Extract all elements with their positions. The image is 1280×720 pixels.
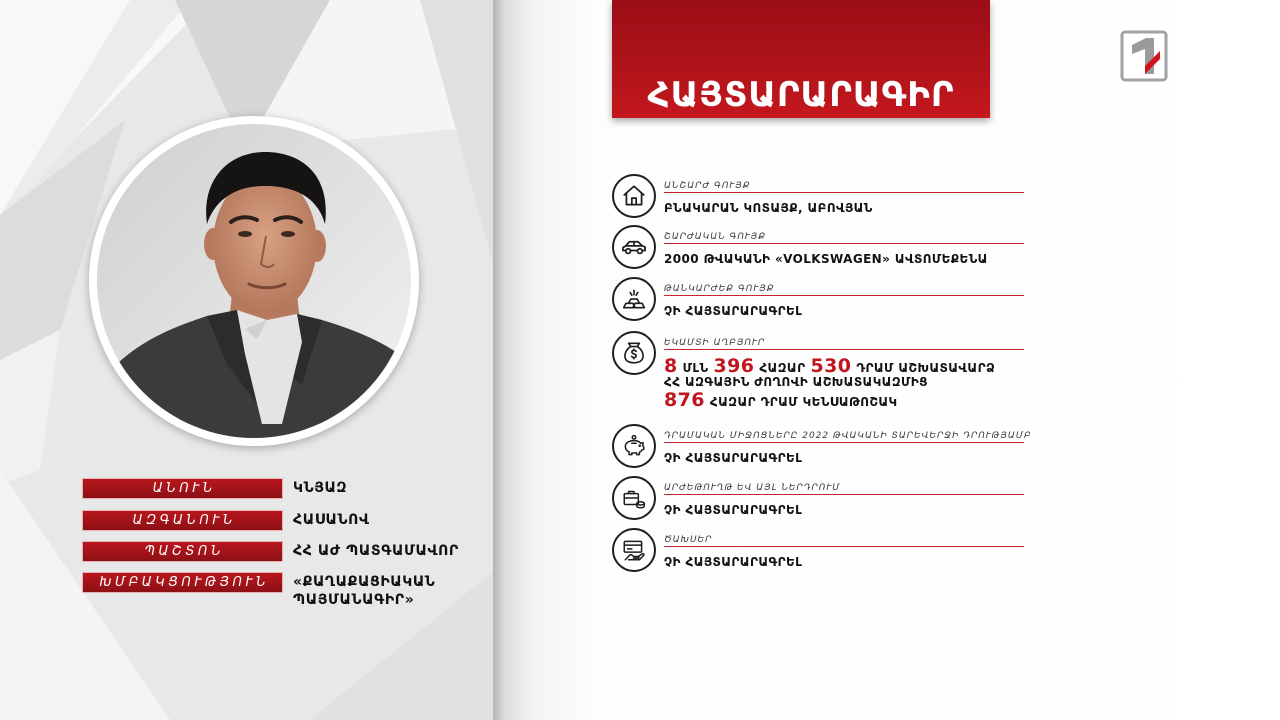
money-bag-icon <box>612 331 656 375</box>
faction-line-1: «ՔԱՂԱՔԱՑԻԱԿԱՆ <box>293 574 436 590</box>
channel-1-logo-icon <box>1120 30 1168 82</box>
pension-thousands: 876 <box>664 389 705 411</box>
salary-text: ԴՐԱՄ ԱՇԽԱՏԱՎԱՐՁ <box>856 361 996 375</box>
title-banner <box>612 0 990 118</box>
car-icon <box>612 225 656 269</box>
salary-units: 530 <box>810 355 852 377</box>
item-label: ԱՆՇԱՐԺ ԳՈՒՅՔ <box>664 174 1024 193</box>
piggy-bank-icon <box>612 424 656 468</box>
field-faction <box>82 572 492 608</box>
faction-line-2: ՊԱՅՄԱՆԱԳԻՐ» <box>293 592 415 608</box>
field-position <box>82 541 492 563</box>
declaration-item-real-estate <box>612 174 1082 218</box>
item-text <box>664 277 1074 318</box>
field-value-name: ԿՆՅԱԶ <box>293 480 348 496</box>
item-label: ԴՐԱՄԱԿԱՆ ՄԻՋՈՑՆԵՐԸ 2022 ԹՎԱԿԱՆԻ ՏԱՐԵՎԵՐՋԻ ԴՐՈՒԹՅԱՄԲ <box>664 424 1024 443</box>
income-salary-line <box>664 355 1074 377</box>
field-surname <box>82 510 492 532</box>
item-label: ՇԱՐԺԱԿԱՆ ԳՈՒՅՔ <box>664 225 1024 244</box>
declaration-item-movable-property <box>612 225 1082 269</box>
field-name <box>82 478 492 500</box>
item-text <box>664 424 1074 465</box>
thousands-unit: ՀԱԶԱՐ <box>759 361 806 375</box>
income-source-line <box>664 374 1074 390</box>
field-label-position: ՊԱՇՏՈՆ <box>82 541 283 562</box>
item-text <box>664 528 1074 569</box>
field-value-surname: ՀԱՍԱՆՈՎ <box>293 512 370 528</box>
salary-millions: 8 <box>664 355 678 377</box>
income-pension-line <box>664 390 1074 410</box>
portrait-photo <box>89 116 419 446</box>
declaration-item-valuables <box>612 277 1082 321</box>
declaration-item-securities <box>612 476 1082 520</box>
gold-bars-icon <box>612 277 656 321</box>
item-value: ՉԻ ՀԱՅՏԱՐԱՐԱԳՐԵԼ <box>664 304 803 318</box>
item-value: 2000 ԹՎԱԿԱՆԻ «VOLKSWAGEN» ԱՎՏՈՄԵՔԵՆԱ <box>664 252 988 266</box>
field-value-position: ՀՀ ԱԺ ՊԱՏԳԱՄԱՎՈՐ <box>293 543 459 559</box>
field-label-faction: ԽՄԲԱԿՑՈՒԹՅՈՒՆ <box>82 572 283 593</box>
house-icon <box>612 174 656 218</box>
page-title: ՀԱՅՏԱՐԱՐԱԳԻՐ <box>647 75 955 115</box>
declaration-item-expenses <box>612 528 1082 572</box>
salary-thousands: 396 <box>713 355 755 377</box>
item-value: ՉԻ ՀԱՅՏԱՐԱՐԱԳՐԵԼ <box>664 503 803 517</box>
field-label-surname: ԱԶԳԱՆՈՒՆ <box>82 510 283 531</box>
item-label: ԾԱԽՍԵՐ <box>664 528 1024 547</box>
item-value: ՉԻ ՀԱՅՏԱՐԱՐԱԳՐԵԼ <box>664 451 803 465</box>
income-details <box>664 355 1074 411</box>
item-text <box>664 174 1074 215</box>
declaration-item-income <box>612 331 1082 411</box>
item-label: ԹԱՆԿԱՐԺԵՔ ԳՈՒՅՔ <box>664 277 1024 296</box>
briefcase-coins-icon <box>612 476 656 520</box>
millions-unit: ՄԼՆ <box>682 361 709 375</box>
card-hand-icon <box>612 528 656 572</box>
item-label: ԱՐԺԵԹՈՒՂԹ ԵՎ ԱՅԼ ՆԵՐԴՐՈՒՄ <box>664 476 1024 495</box>
pension-text: ՀԱԶԱՐ ԴՐԱՄ ԿԵՆՍԱԹՈՇԱԿ <box>709 395 898 409</box>
salary-source: ՀՀ ԱԶԳԱՅԻՆ ԺՈՂՈՎԻ ԱՇԽԱՏԱԿԱԶՄԻՑ <box>664 375 928 389</box>
item-text <box>664 331 1074 410</box>
item-text <box>664 476 1074 517</box>
item-text <box>664 225 1074 266</box>
item-value: ՉԻ ՀԱՅՏԱՐԱՐԱԳՐԵԼ <box>664 555 803 569</box>
field-label-name: ԱՆՈՒՆ <box>82 478 283 499</box>
item-label: ԵԿԱՄՏԻ ԱՂԲՅՈՒՐ <box>664 331 1024 350</box>
declaration-item-cash-funds <box>612 424 1082 468</box>
field-value-faction <box>293 573 435 609</box>
item-value: ԲՆԱԿԱՐԱՆ ԿՈՏԱՅՔ, ԱԲՈՎՅԱՆ <box>664 201 873 215</box>
